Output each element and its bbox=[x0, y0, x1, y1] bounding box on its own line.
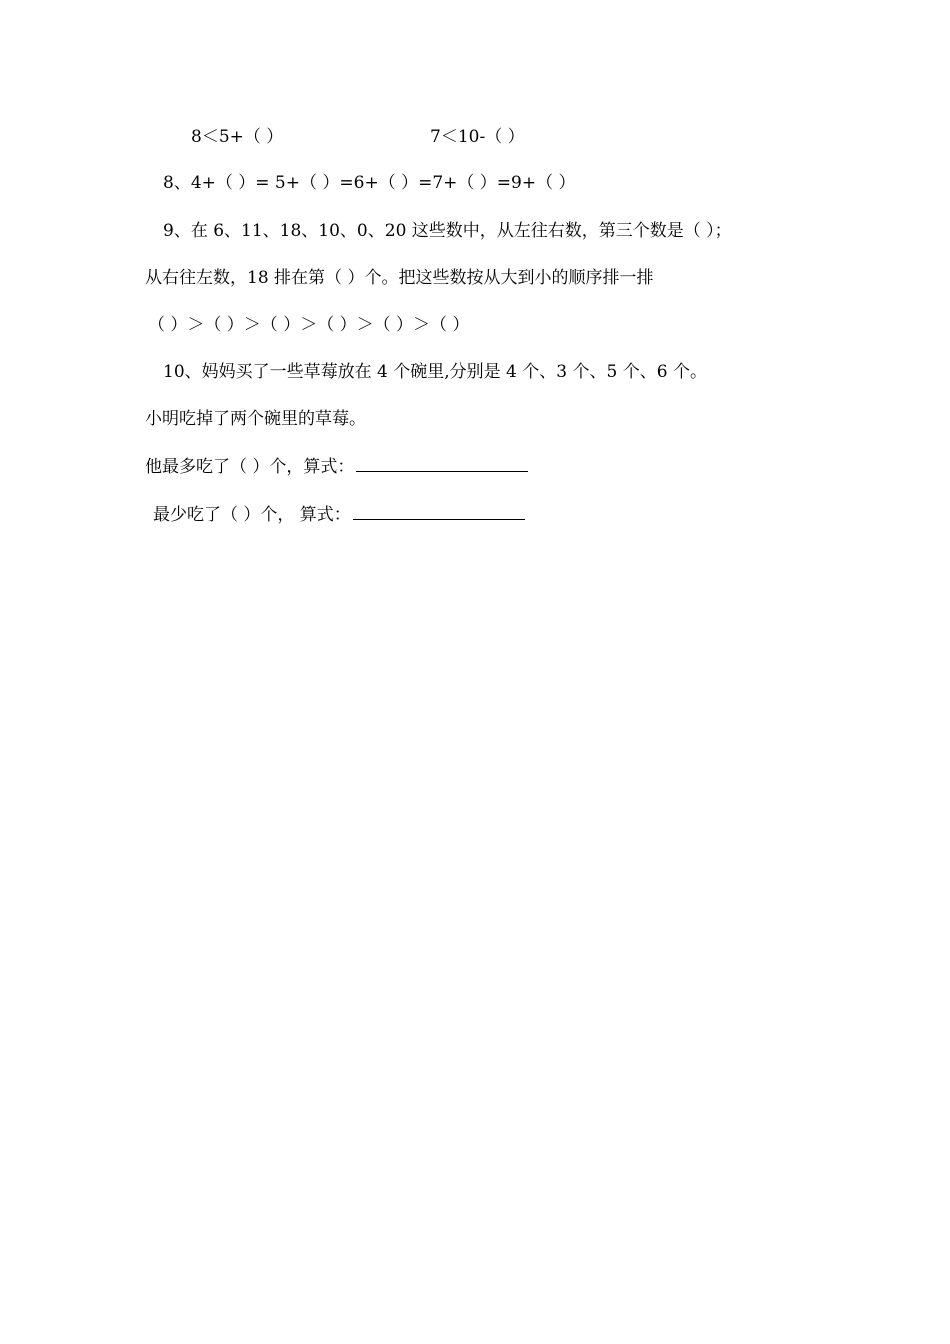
inequality-1: 8＜5+（ ） bbox=[191, 127, 284, 147]
least-label: 最少吃了（ ）个， 算式： bbox=[153, 505, 351, 525]
question-10-line-1: 10、妈妈买了一些草莓放在 4 个碗里,分别是 4 个、3 个、5 个、6 个。 bbox=[163, 362, 707, 382]
question-10-least-row bbox=[153, 503, 525, 527]
least-formula-blank[interactable] bbox=[353, 503, 525, 520]
question-9-line-1: 9、在 6、11、18、10、0、20 这些数中，从左往右数，第三个数是（ ）； bbox=[163, 221, 732, 241]
most-label: 他最多吃了（ ）个，算式： bbox=[145, 457, 355, 477]
question-9-ordering-blanks: （ ）＞（ ）＞（ ）＞（ ）＞（ ）＞（ ） bbox=[148, 315, 470, 335]
question-10-line-2: 小明吃掉了两个碗里的草莓。 bbox=[145, 409, 366, 429]
question-9-line-2: 从右往左数，18 排在第（ ）个。把这些数按从大到小的顺序排一排 bbox=[145, 268, 654, 288]
question-8: 8、4+（ ）= 5+（ ）=6+（ ）=7+（ ）=9+（ ） bbox=[163, 173, 576, 193]
question-10-most-row bbox=[145, 455, 528, 479]
inequality-2: 7＜10-（ ） bbox=[430, 127, 525, 147]
most-formula-blank[interactable] bbox=[356, 455, 528, 472]
